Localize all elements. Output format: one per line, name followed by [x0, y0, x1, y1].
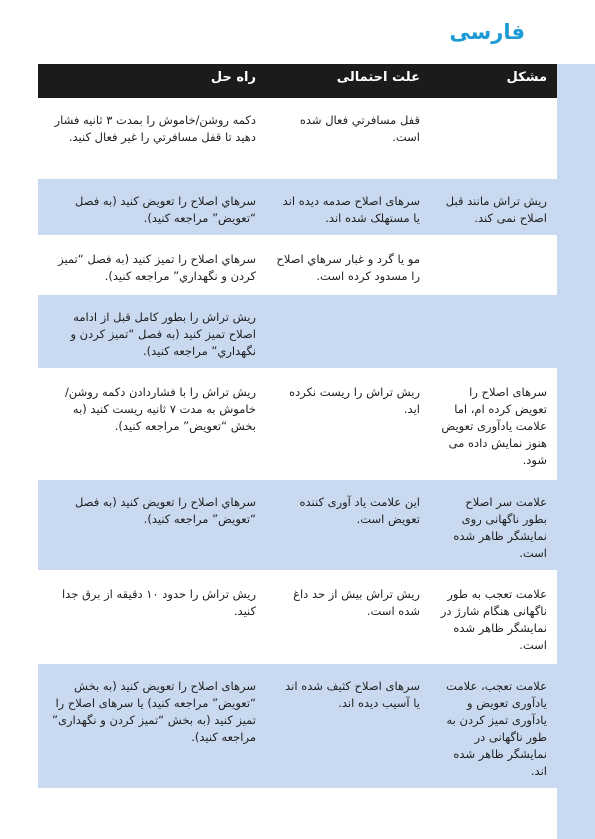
- problem-cell: [430, 294, 557, 369]
- table-header-row: [38, 64, 557, 98]
- header-cause: علت احتمالی: [336, 70, 420, 85]
- problem-cell: علامت تعجب، علامت یادآوری تعویض و یادآوری تمیز کردن به طور ناگهانی در نمایشگر ظاهر شده اند.: [430, 663, 557, 789]
- table-row: [38, 571, 557, 663]
- cause-cell: ریش تراش بیش از حد داغ شده است.: [266, 571, 430, 663]
- side-accent-strip: [557, 64, 595, 839]
- cause-cell: سرهای اصلاح صدمه دیده اند یا مستهلک شده اند.: [266, 178, 430, 236]
- solution-cell: سرهاي اصلاح را تعويض كنيد (به فصل “تعويض” مراجعه كنيد).: [38, 479, 266, 571]
- header-solution: راه حل: [210, 70, 256, 85]
- solution-cell: سرهاي اصلاح را تعويض كنيد (به فصل “تعويض” مراجعه كنيد).: [38, 178, 266, 236]
- cause-cell: مو يا گرد و غبار سرهاي اصلاح را مسدود كرده است.: [266, 236, 430, 294]
- solution-cell: ریش تراش را با فشاردادن دکمه روشن/خاموش به مدت ۷ ثانیه ریست کنید (به بخش “تعویض” مراجعه کنید).: [38, 369, 266, 479]
- table-row: [38, 98, 557, 178]
- problem-cell: علامت سر اصلاح بطور ناگهانی روی نمایشگر ظاهر شده است.: [430, 479, 557, 571]
- table-row: [38, 178, 557, 236]
- problem-cell: سرهای اصلاح را تعویض کرده ام، اما علامت یادآوری تعویض هنوز نمایش داده می شود.: [430, 369, 557, 479]
- solution-cell: سرهاي اصلاح را تميز كنيد (به فصل “تميز كردن و نگهداري” مراجعه كنيد).: [38, 236, 266, 294]
- problem-cell: [430, 236, 557, 294]
- solution-cell: ریش تراش را بطور كامل قبل از ادامه اصلاح تميز كنيد (به فصل “تميز كردن و نگهداري” مراجعه كنيد).: [38, 294, 266, 369]
- solution-cell: دکمه روشن/خاموش را بمدت ۳ ثانيه فشار دهيد تا قفل مسافرتي را غير فعال كنيد.: [38, 98, 266, 178]
- problem-cell: [430, 98, 557, 178]
- troubleshooting-table: [38, 64, 557, 790]
- table-row: [38, 294, 557, 369]
- cause-cell: سرهای اصلاح کثیف شده اند یا آسیب دیده اند.: [266, 663, 430, 789]
- language-title: فارسی: [449, 20, 525, 44]
- cause-cell: ریش تراش را ریست نکرده اید.: [266, 369, 430, 479]
- cause-cell: این علامت یاد آوری کننده تعویض است.: [266, 479, 430, 571]
- solution-cell: سرهای اصلاح را تعویض کنید (به بخش “تعویض” مراجعه کنید) یا سرهای اصلاح را تمیز کنید (به بخش “تمیز کردن و نگهداری” مراجعه کنید).: [38, 663, 266, 789]
- header-problem: مشکل: [506, 70, 547, 85]
- table-row: [38, 236, 557, 294]
- table-row: [38, 479, 557, 571]
- solution-cell: ریش تراش را حدود ۱۰ دقیقه از برق جدا کنید.: [38, 571, 266, 663]
- cause-cell: قفل مسافرتي فعال شده است.: [266, 98, 430, 178]
- table-row: [38, 663, 557, 789]
- problem-cell: ریش تراش مانند قبل اصلاح نمی کند.: [430, 178, 557, 236]
- problem-cell: علامت تعجب به طور ناگهانی هنگام شارژ در نمایشگر ظاهر شده است.: [430, 571, 557, 663]
- cause-cell: [266, 294, 430, 369]
- table-row: [38, 369, 557, 479]
